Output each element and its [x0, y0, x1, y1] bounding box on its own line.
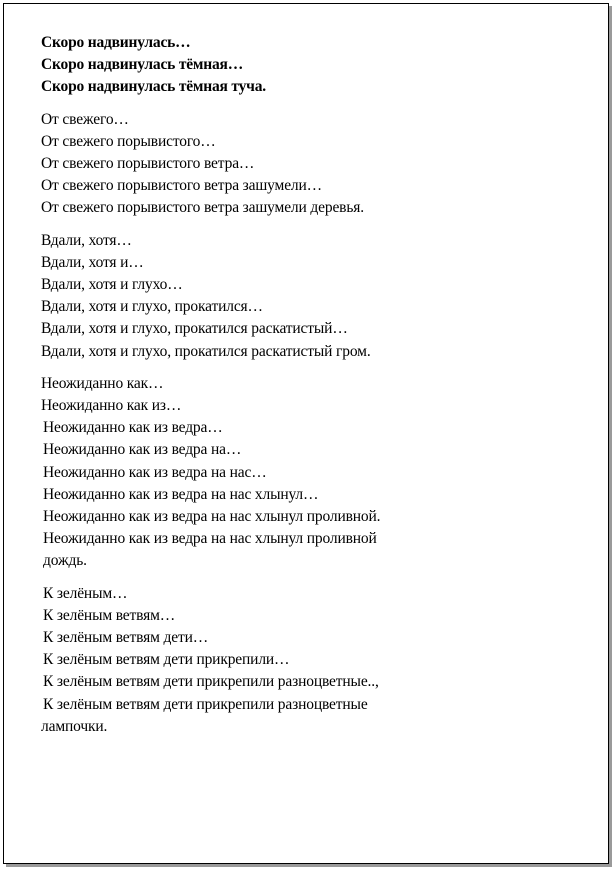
document-text [41, 32, 561, 748]
text-line: Неожиданно как из ведра на нас… [43, 463, 267, 481]
text-line: Вдали, хотя… [41, 231, 132, 249]
text-line: От свежего порывистого ветра… [41, 155, 255, 173]
text-line: Вдали, хотя и глухо, прокатился раскатистый гром. [41, 342, 371, 360]
text-line: Вдали, хотя и глухо… [41, 276, 183, 294]
text-line: Неожиданно как из… [41, 397, 182, 415]
text-line: Неожиданно как из ведра на нас хлынул… [43, 485, 319, 503]
text-line: Скоро надвинулась тёмная туча. [41, 78, 266, 96]
stanza-2 [41, 109, 561, 220]
text-line: лампочки. [41, 717, 108, 735]
stanza-4 [41, 373, 561, 573]
stanza-5 [41, 583, 561, 738]
stanza-1 [41, 32, 561, 99]
text-line: От свежего… [41, 110, 129, 128]
text-line: К зелёным ветвям дети прикрепили разноцветные.., [43, 673, 379, 691]
text-line: Неожиданно как из ведра на нас хлынул проливной [43, 530, 377, 548]
text-line: Вдали, хотя и глухо, прокатился… [41, 298, 263, 316]
text-line: К зелёным… [43, 584, 128, 602]
text-line: Неожиданно как из ведра… [43, 419, 223, 437]
text-line: Неожиданно как из ведра на… [43, 441, 242, 459]
text-line: Вдали, хотя и… [41, 253, 144, 271]
text-line: Вдали, хотя и глухо, прокатился раскатистый… [41, 320, 348, 338]
text-line: Скоро надвинулась тёмная… [41, 56, 244, 74]
text-line: Скоро надвинулась… [41, 34, 191, 51]
stanza-3 [41, 230, 561, 363]
text-line: Неожиданно как… [41, 374, 164, 392]
text-line: Неожиданно как из ведра на нас хлынул проливной. [43, 508, 381, 526]
text-line: От свежего порывистого ветра зашумели… [41, 177, 323, 195]
text-line: К зелёным ветвям дети прикрепили… [43, 651, 290, 669]
document-page [3, 3, 609, 864]
text-line: К зелёным ветвям… [43, 606, 176, 624]
text-line: От свежего порывистого… [41, 132, 216, 150]
text-line: От свежего порывистого ветра зашумели деревья. [41, 199, 364, 217]
text-line: дождь. [43, 552, 87, 570]
text-line: К зелёным ветвям дети прикрепили разноцветные [43, 695, 368, 713]
text-line: К зелёным ветвям дети… [43, 629, 209, 647]
